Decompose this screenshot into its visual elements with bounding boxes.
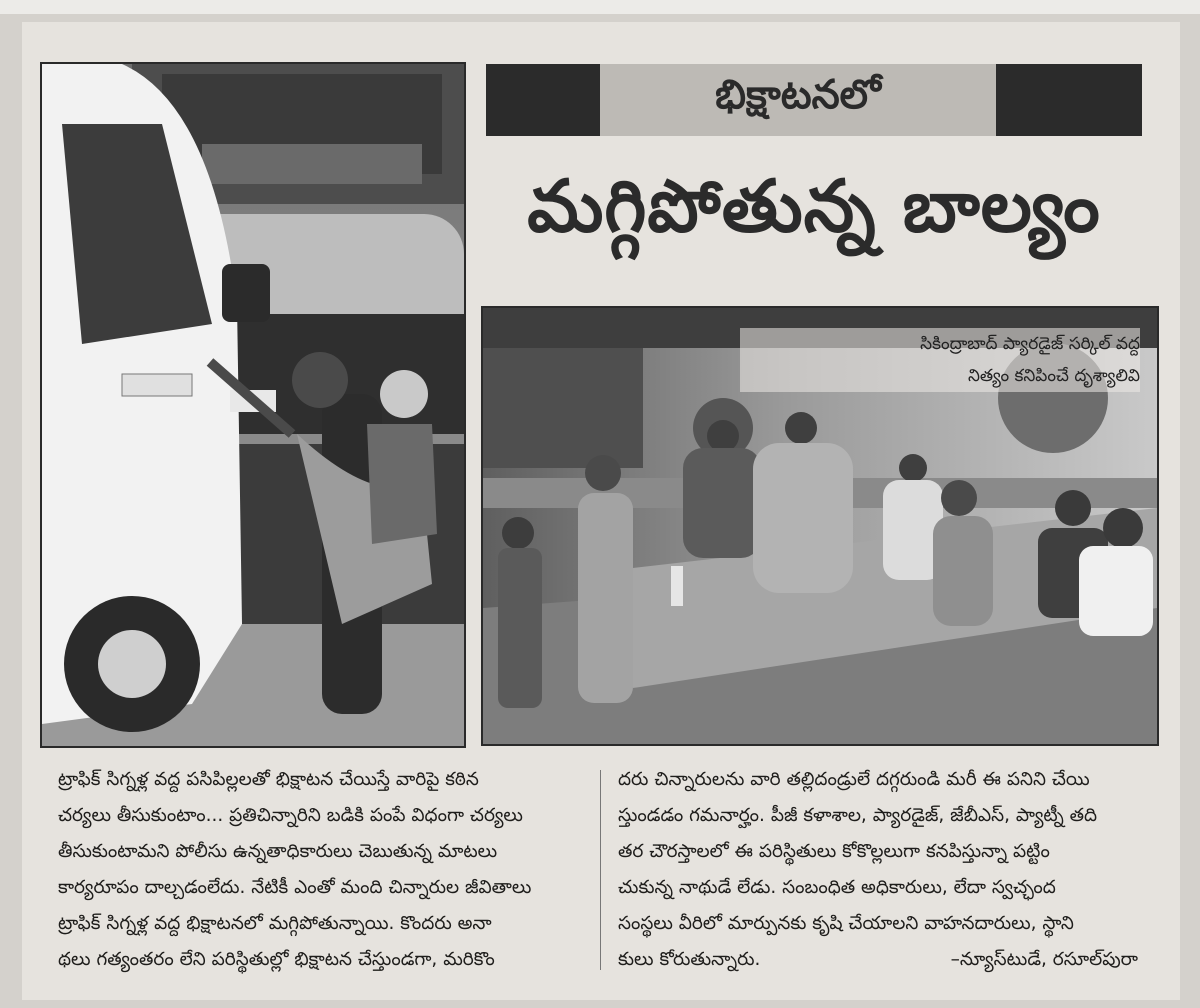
photo-caption (740, 328, 1140, 392)
kicker-left-block (486, 64, 600, 136)
last-line-with-byline (618, 942, 1138, 978)
body-line: కార్యరూపం దాల్చడంలేదు. నేటికీ ఎంతో మంది చిన్నారుల జీవితాలు (58, 877, 532, 898)
kicker-bar (486, 64, 1142, 136)
photo-left-illustration (42, 64, 464, 746)
body-line: తీసుకుంటామని పోలీసు ఉన్నతాధికారులు చెబుతున్న మాటలు (58, 841, 498, 862)
body-line: చర్యలు తీసుకుంటాం... ప్రతిచిన్నారిని బడికి పంపే విధంగా చర్యలు (58, 805, 523, 826)
kicker-text: భిక్షాటనలో (715, 72, 881, 118)
body-line: దరు చిన్నారులను వారి తల్లిదండ్రులే దగ్గరుండి మరీ ఈ పనిని చేయి (618, 769, 1090, 790)
article-body-right-column (618, 762, 1138, 978)
byline: –న్యూస్‌టుడే, రసూల్‌పురా (950, 949, 1138, 970)
page-top-strip (0, 0, 1200, 14)
photo-child-begging-at-vehicle (40, 62, 466, 748)
body-line: ట్రాఫిక్ సిగ్నళ్ల వద్ద పసిపిల్లలతో భిక్షాటన చేయిస్తే వారిపై కఠిన (58, 769, 479, 790)
body-line: ట్రాఫిక్ సిగ్నళ్ల వద్ద భిక్షాటనలో మగ్గిపోతున్నాయి. కొందరు అనా (58, 913, 492, 934)
headline: మగ్గిపోతున్న బాల్యం (527, 164, 1101, 248)
caption-line: సికింద్రాబాద్ ప్యారడైజ్ సర్కిల్ వద్ద (920, 334, 1140, 354)
body-line: థలు గత్యంతరం లేని పరిస్థితుల్లో భిక్షాటన చేస్తుండగా, మరికొం (58, 949, 495, 970)
body-line: తర చౌరస్తాలలో ఈ పరిస్థితులు కోకొల్లలుగా కనపిస్తున్నా పట్టిం (618, 841, 1050, 862)
body-line: చుకున్న నాథుడే లేడు. సంబంధిత అధికారులు, లేదా స్వచ్ఛంద (618, 877, 1056, 898)
column-divider (600, 770, 601, 970)
article-body-left-column (58, 762, 588, 978)
body-line: సంస్థలు వీరిలో మార్పునకు కృషి చేయాలని వాహనదారులు, స్థాని (618, 913, 1074, 934)
kicker-right-block (996, 64, 1142, 136)
caption-line: నిత్యం కనిపించే దృశ్యాలివి (967, 366, 1140, 386)
body-line: కులు కోరుతున్నారు. (618, 949, 761, 970)
body-line: స్తుండడం గమనార్హం. పీజీ కళాశాల, ప్యారడైజ్, జేబీఎస్, ప్యాట్నీ తది (618, 805, 1098, 826)
